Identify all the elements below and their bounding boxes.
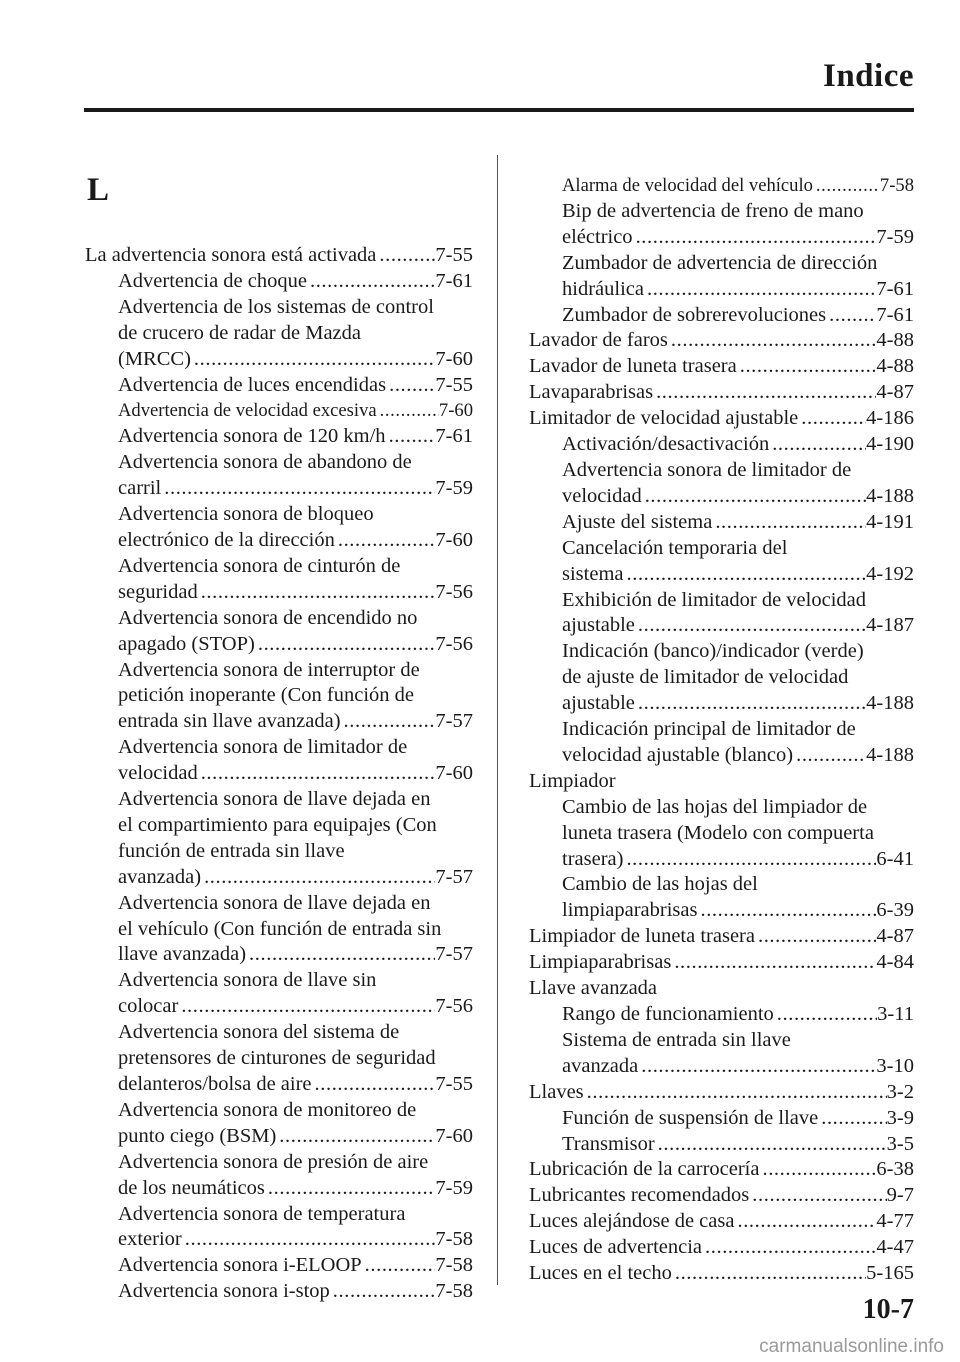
index-subentry <box>85 295 473 321</box>
index-entry-text: Lubricantes recomendados <box>529 1184 750 1207</box>
index-entry-text: el vehículo (Con función de entrada sin <box>118 917 442 940</box>
index-entry-text: de los neumáticos <box>118 1176 265 1199</box>
dot-leader <box>672 1261 866 1287</box>
index-entry-text: Indicación principal de limitador de <box>562 718 856 741</box>
index-subentry <box>529 872 914 898</box>
index-entry-page[interactable]: 4-84 <box>876 951 914 974</box>
index-subentry <box>85 269 473 295</box>
index-subentry <box>529 225 914 251</box>
index-entry-page[interactable]: 4-190 <box>866 433 914 456</box>
index-entry-text: Llaves <box>529 1080 584 1103</box>
index-entry-page[interactable]: 7-61 <box>876 303 914 326</box>
index-column-right <box>529 173 914 1287</box>
index-entry-text: sistema <box>562 562 624 585</box>
index-entry-text: el compartimiento para equipajes (Con <box>118 813 437 836</box>
dot-leader <box>702 1235 876 1261</box>
index-entry-text: Advertencia sonora i-ELOOP <box>118 1254 362 1277</box>
index-entry-text: Advertencia sonora de limitador de <box>562 458 852 481</box>
index-subentry <box>85 942 473 968</box>
index-entry <box>529 1183 914 1209</box>
dot-leader <box>386 424 436 450</box>
index-subentry <box>85 502 473 528</box>
dot-leader <box>653 380 876 406</box>
index-subentry <box>85 1279 473 1305</box>
index-entry-text: Advertencia sonora de bloqueo <box>118 503 374 526</box>
index-subentry <box>529 1028 914 1054</box>
index-subentry <box>85 683 473 709</box>
dot-leader <box>191 347 436 373</box>
index-subentry <box>529 1132 914 1158</box>
index-entry-page[interactable]: 3-10 <box>876 1054 914 1077</box>
index-entry-page[interactable]: 7-55 <box>435 244 473 266</box>
index-entry-page[interactable]: 4-47 <box>876 1236 914 1259</box>
index-entry-page[interactable]: 7-56 <box>435 580 473 603</box>
index-entry-page[interactable]: 4-186 <box>866 407 914 430</box>
dot-leader <box>376 243 435 269</box>
index-entry-text: Advertencia sonora de abandono de <box>118 451 412 474</box>
index-subentry <box>85 528 473 554</box>
index-entry-text: eléctrico <box>562 225 633 248</box>
index-entry-text: Sistema de entrada sin llave <box>562 1028 791 1051</box>
index-entry-text: apagado (STOP) <box>118 632 255 655</box>
index-subentry <box>529 691 914 717</box>
index-subentry <box>529 613 914 639</box>
dot-leader <box>276 1124 435 1150</box>
dot-leader <box>182 1227 436 1253</box>
index-subentry <box>529 588 914 614</box>
index-entry-page[interactable]: 7-57 <box>435 865 473 888</box>
index-entry-page[interactable]: 7-56 <box>435 632 473 655</box>
index-entry-text: Cambio de las hojas del limpiador de <box>562 795 868 818</box>
index-subentry <box>529 432 914 458</box>
index-entry-page[interactable]: 4-187 <box>866 614 914 637</box>
index-entry-text: Alarma de velocidad del vehículo <box>562 175 813 196</box>
index-subentry <box>529 562 914 588</box>
index-entry-text: Luces alejándose de casa <box>529 1210 735 1233</box>
index-subentry <box>529 484 914 510</box>
index-entry-text: Zumbador de advertencia de dirección <box>562 251 878 274</box>
dot-leader <box>307 269 435 295</box>
index-entry-text: Activación/desactivación <box>562 433 770 456</box>
index-entry-page[interactable]: 7-61 <box>435 269 473 292</box>
index-entry-text: avanzada <box>562 1054 639 1077</box>
index-entry-text: Llave avanzada <box>529 977 658 1000</box>
dot-leader <box>330 1279 436 1305</box>
dot-leader <box>635 613 866 639</box>
dot-leader <box>712 510 866 536</box>
index-entry-page[interactable]: 7-59 <box>435 477 473 500</box>
index-subentry <box>529 639 914 665</box>
index-entry-text: Transmisor <box>562 1132 655 1155</box>
index-subentry <box>85 1020 473 1046</box>
page-number: 10-7 <box>862 1294 914 1325</box>
index-subentry <box>529 847 914 873</box>
index-entry-text: Función de suspensión de llave <box>562 1106 819 1129</box>
index-subentry <box>85 994 473 1020</box>
index-entry-page[interactable]: 7-57 <box>435 710 473 733</box>
index-entry-text: Zumbador de sobrerevoluciones <box>562 303 827 326</box>
index-entry <box>529 328 914 354</box>
index-entry-page[interactable]: 4-188 <box>866 743 914 766</box>
index-subentry <box>85 709 473 735</box>
index-entry-text: punto ciego (BSM) <box>118 1124 277 1147</box>
index-entry <box>529 1209 914 1235</box>
index-column-left <box>85 172 473 1305</box>
dot-leader <box>759 1157 876 1183</box>
index-subentry <box>529 199 914 225</box>
dot-leader <box>201 865 435 891</box>
dot-leader <box>642 484 866 510</box>
index-entry-text: avanzada) <box>118 865 202 888</box>
index-subentry <box>85 450 473 476</box>
index-subentry <box>529 665 914 691</box>
index-entry-text: pretensores de cinturones de seguridad <box>118 1047 436 1070</box>
index-subentry <box>85 968 473 994</box>
index-entry-text: Cancelación temporaria del <box>562 536 788 559</box>
index-entry-text: velocidad ajustable (blanco) <box>562 743 794 766</box>
dot-leader <box>655 1132 887 1158</box>
index-entry-text: Limpiador <box>529 769 616 792</box>
index-subentry <box>529 458 914 484</box>
dot-leader <box>198 761 436 787</box>
index-entry-text: Advertencia sonora de presión de aire <box>118 1150 429 1173</box>
index-entry-text: Advertencia sonora de monitoreo de <box>118 1098 417 1121</box>
index-entry-text: hidráulica <box>562 277 644 300</box>
index-entry-text: Luces en el techo <box>529 1262 672 1285</box>
index-subentry <box>85 917 473 943</box>
index-subentry <box>85 1124 473 1150</box>
index-entry-text: Cambio de las hojas del <box>562 873 758 896</box>
index-entry-text: delanteros/bolsa de aire <box>118 1073 312 1095</box>
index-entry-text: ajustable <box>562 614 635 637</box>
index-entry-text: Advertencia sonora de limitador de <box>118 736 408 759</box>
index-entry-text: Advertencia sonora i-stop <box>118 1280 330 1303</box>
index-entry-list-left <box>85 243 473 1305</box>
page-title: Indice <box>822 58 914 94</box>
index-subentry <box>529 743 914 769</box>
index-subentry <box>85 1253 473 1279</box>
dot-leader <box>624 562 867 588</box>
index-entry-page[interactable]: 7-60 <box>435 762 473 785</box>
index-entry-text: Advertencia sonora de llave sin <box>118 969 377 992</box>
index-entry-page[interactable]: 7-60 <box>435 347 473 370</box>
index-entry <box>529 769 914 795</box>
index-entry <box>529 1080 914 1106</box>
dot-leader <box>793 743 866 769</box>
index-entry <box>529 1157 914 1183</box>
index-entry <box>529 354 914 380</box>
index-entry-text: Advertencia sonora del sistema de <box>118 1021 400 1044</box>
dot-leader <box>734 1209 876 1235</box>
dot-leader <box>774 1002 877 1028</box>
index-entry-page[interactable]: 4-191 <box>866 510 914 533</box>
dot-leader <box>386 373 435 399</box>
index-subentry <box>529 251 914 277</box>
index-subentry <box>85 580 473 606</box>
index-entry-text: Limpiaparabrisas <box>529 951 672 974</box>
index-subentry <box>85 891 473 917</box>
index-entry-text: limpiaparabrisas <box>562 899 698 922</box>
index-entry-text: Advertencia de choque <box>118 269 307 292</box>
index-entry-text: Luces de advertencia <box>529 1236 703 1259</box>
index-entry-text: Advertencia sonora de temperatura <box>118 1202 406 1225</box>
watermark: carmanualsonline.info <box>759 1336 944 1357</box>
index-subentry <box>529 173 914 199</box>
index-subentry <box>85 606 473 632</box>
index-subentry <box>85 347 473 373</box>
index-entry-page[interactable]: 7-57 <box>435 943 473 966</box>
section-letter: L <box>87 172 110 208</box>
dot-leader <box>737 354 877 380</box>
dot-leader <box>377 398 439 424</box>
index-entry <box>529 406 914 432</box>
index-entry-text: Limpiador de luneta trasera <box>529 925 755 948</box>
dot-leader <box>638 1054 876 1080</box>
index-entry-page[interactable]: 6-39 <box>876 899 914 922</box>
dot-leader <box>749 1183 886 1209</box>
index-entry-page[interactable]: 7-55 <box>435 373 473 396</box>
index-entry-text: entrada sin llave avanzada) <box>118 710 341 733</box>
index-entry-text: electrónico de la dirección <box>118 528 335 551</box>
index-entry-page[interactable]: 4-88 <box>876 329 914 352</box>
dot-leader <box>633 225 877 251</box>
index-subentry <box>85 1227 473 1253</box>
index-subentry <box>529 795 914 821</box>
index-entry-page[interactable]: 7-58 <box>435 1254 473 1277</box>
dot-leader <box>697 898 876 924</box>
dot-leader <box>755 924 876 950</box>
index-entry-text: Ajuste del sistema <box>562 510 713 533</box>
header-rule <box>84 108 914 112</box>
index-subentry <box>85 1176 473 1202</box>
index-subentry <box>529 1106 914 1132</box>
index-entry-page[interactable]: 7-60 <box>438 400 473 422</box>
index-subentry <box>85 813 473 839</box>
dot-leader <box>769 432 866 458</box>
dot-leader <box>671 950 876 976</box>
index-entry-text: Advertencia sonora de encendido no <box>118 606 418 629</box>
index-subentry <box>529 717 914 743</box>
index-entry-text: función de entrada sin llave <box>118 839 345 862</box>
dot-leader <box>798 406 866 432</box>
index-entry-text: Advertencia de luces encendidas <box>118 373 387 396</box>
index-entry-text: Advertencia sonora de llave dejada en <box>118 891 431 914</box>
index-entry-text: luneta trasera (Modelo con compuerta <box>562 821 874 844</box>
index-entry-page[interactable]: 3-9 <box>886 1106 914 1129</box>
index-entry-text: trasera) <box>562 847 624 870</box>
index-entry-text: Rango de funcionamiento <box>562 1003 774 1025</box>
index-entry-page[interactable]: 7-55 <box>435 1073 473 1095</box>
index-subentry <box>529 898 914 924</box>
dot-leader <box>635 691 866 717</box>
index-entry-text: colocar <box>118 995 179 1018</box>
index-entry-page[interactable]: 4-87 <box>876 925 914 948</box>
index-entry <box>529 1235 914 1261</box>
index-entry-page[interactable]: 7-60 <box>435 528 473 551</box>
dot-leader <box>312 1072 436 1098</box>
index-entry-text: Lubricación de la carrocería <box>529 1158 760 1181</box>
index-entry-page[interactable]: 4-192 <box>866 562 914 585</box>
index-entry-text: petición inoperante (Con función de <box>118 684 415 707</box>
dot-leader <box>335 528 436 554</box>
index-entry-page[interactable]: 6-38 <box>876 1158 914 1181</box>
index-entry-page[interactable]: 7-61 <box>435 425 473 448</box>
index-entry-text: Advertencia sonora de 120 km/h <box>118 425 386 448</box>
index-subentry <box>529 510 914 536</box>
index-entry-text: Lavaparabrisas <box>529 381 654 404</box>
index-entry <box>529 950 914 976</box>
dot-leader <box>668 328 877 354</box>
index-entry <box>85 243 473 269</box>
index-entry <box>529 1261 914 1287</box>
index-entry-text: de crucero de radar de Mazda <box>118 321 361 344</box>
dot-leader <box>198 580 436 606</box>
column-divider <box>497 155 498 1285</box>
index-entry-page[interactable]: 6-41 <box>876 847 914 870</box>
index-entry-page[interactable]: 7-58 <box>435 1280 473 1303</box>
index-entry-page[interactable]: 7-56 <box>435 995 473 1018</box>
index-entry-text: Lavador de faros <box>529 329 668 352</box>
index-entry-page[interactable]: 7-60 <box>435 1124 473 1147</box>
dot-leader <box>826 303 876 329</box>
index-subentry <box>529 536 914 562</box>
index-subentry <box>85 658 473 684</box>
index-entry-text: Advertencia de velocidad excesiva <box>118 400 377 422</box>
index-subentry <box>85 1098 473 1124</box>
dot-leader <box>644 277 876 303</box>
index-subentry <box>85 476 473 502</box>
index-entry-text: carril <box>118 477 162 500</box>
index-entry-text: velocidad <box>118 762 198 785</box>
index-entry-page[interactable]: 4-88 <box>876 355 914 378</box>
index-subentry <box>85 398 473 424</box>
index-entry-text: Indicación (banco)/indicador (verde) <box>562 640 864 663</box>
index-entry-page[interactable]: 7-58 <box>879 175 914 196</box>
index-entry <box>529 380 914 406</box>
index-entry-text: velocidad <box>562 484 642 507</box>
index-entry-page[interactable]: 3-5 <box>886 1132 914 1155</box>
index-entry-text: llave avanzada) <box>118 943 247 966</box>
index-entry <box>529 924 914 950</box>
dot-leader <box>178 994 435 1020</box>
dot-leader <box>362 1253 436 1279</box>
index-subentry <box>85 865 473 891</box>
index-subentry <box>85 1072 473 1098</box>
index-subentry <box>85 321 473 347</box>
index-entry-text: Limitador de velocidad ajustable <box>529 407 799 430</box>
index-entry-page[interactable]: 5-165 <box>866 1262 914 1285</box>
index-subentry <box>85 554 473 580</box>
dot-leader <box>255 632 436 658</box>
index-subentry <box>85 373 473 399</box>
index-entry-text: ajustable <box>562 692 635 715</box>
index-entry-text: Advertencia sonora de interruptor de <box>118 658 420 681</box>
index-entry-text: (MRCC) <box>118 347 191 370</box>
index-entry-page[interactable]: 3-11 <box>877 1003 914 1025</box>
index-subentry <box>85 1150 473 1176</box>
index-subentry <box>529 1054 914 1080</box>
index-entry-text: Bip de advertencia de freno de mano <box>562 199 864 222</box>
index-subentry <box>529 277 914 303</box>
index-entry-page[interactable]: 7-61 <box>876 277 914 300</box>
dot-leader <box>341 709 436 735</box>
index-entry-page[interactable]: 4-188 <box>866 484 914 507</box>
index-entry-page[interactable]: 3-2 <box>886 1080 914 1103</box>
index-subentry <box>529 303 914 329</box>
index-entry-page[interactable]: 4-188 <box>866 692 914 715</box>
index-entry-page[interactable]: 7-59 <box>876 225 914 248</box>
index-entry-text: Advertencia sonora de cinturón de <box>118 554 401 577</box>
index-subentry <box>85 1046 473 1072</box>
index-entry-list-right <box>529 173 914 1287</box>
index-subentry <box>85 632 473 658</box>
index-entry-page[interactable]: 9-7 <box>886 1184 914 1207</box>
index-entry-text: exterior <box>118 1228 182 1251</box>
index-subentry <box>529 821 914 847</box>
index-subentry <box>85 787 473 813</box>
index-entry-page[interactable]: 7-59 <box>435 1176 473 1199</box>
index-entry-text: de ajuste de limitador de velocidad <box>562 666 849 689</box>
index-subentry <box>85 424 473 450</box>
index-entry-page[interactable]: 4-87 <box>876 381 914 404</box>
dot-leader <box>813 173 880 199</box>
dot-leader <box>161 476 435 502</box>
index-subentry <box>85 735 473 761</box>
index-subentry <box>529 1002 914 1028</box>
dot-leader <box>265 1176 436 1202</box>
index-subentry <box>85 839 473 865</box>
index-entry-text: Advertencia de los sistemas de control <box>118 295 434 318</box>
index-entry-text: seguridad <box>118 580 198 603</box>
index-entry-page[interactable]: 7-58 <box>435 1228 473 1251</box>
index-entry-text: Exhibición de limitador de velocidad <box>562 588 866 611</box>
index-subentry <box>85 761 473 787</box>
index-entry-text: La advertencia sonora está activada <box>85 244 377 266</box>
index-subentry <box>85 1202 473 1228</box>
index-entry <box>529 976 914 1002</box>
index-entry-page[interactable]: 4-77 <box>876 1210 914 1233</box>
dot-leader <box>623 847 876 873</box>
index-entry-text: Advertencia sonora de llave dejada en <box>118 788 431 811</box>
dot-leader <box>818 1106 886 1132</box>
index-entry-text: Lavador de luneta trasera <box>529 355 737 378</box>
dot-leader <box>584 1080 887 1106</box>
dot-leader <box>246 942 435 968</box>
